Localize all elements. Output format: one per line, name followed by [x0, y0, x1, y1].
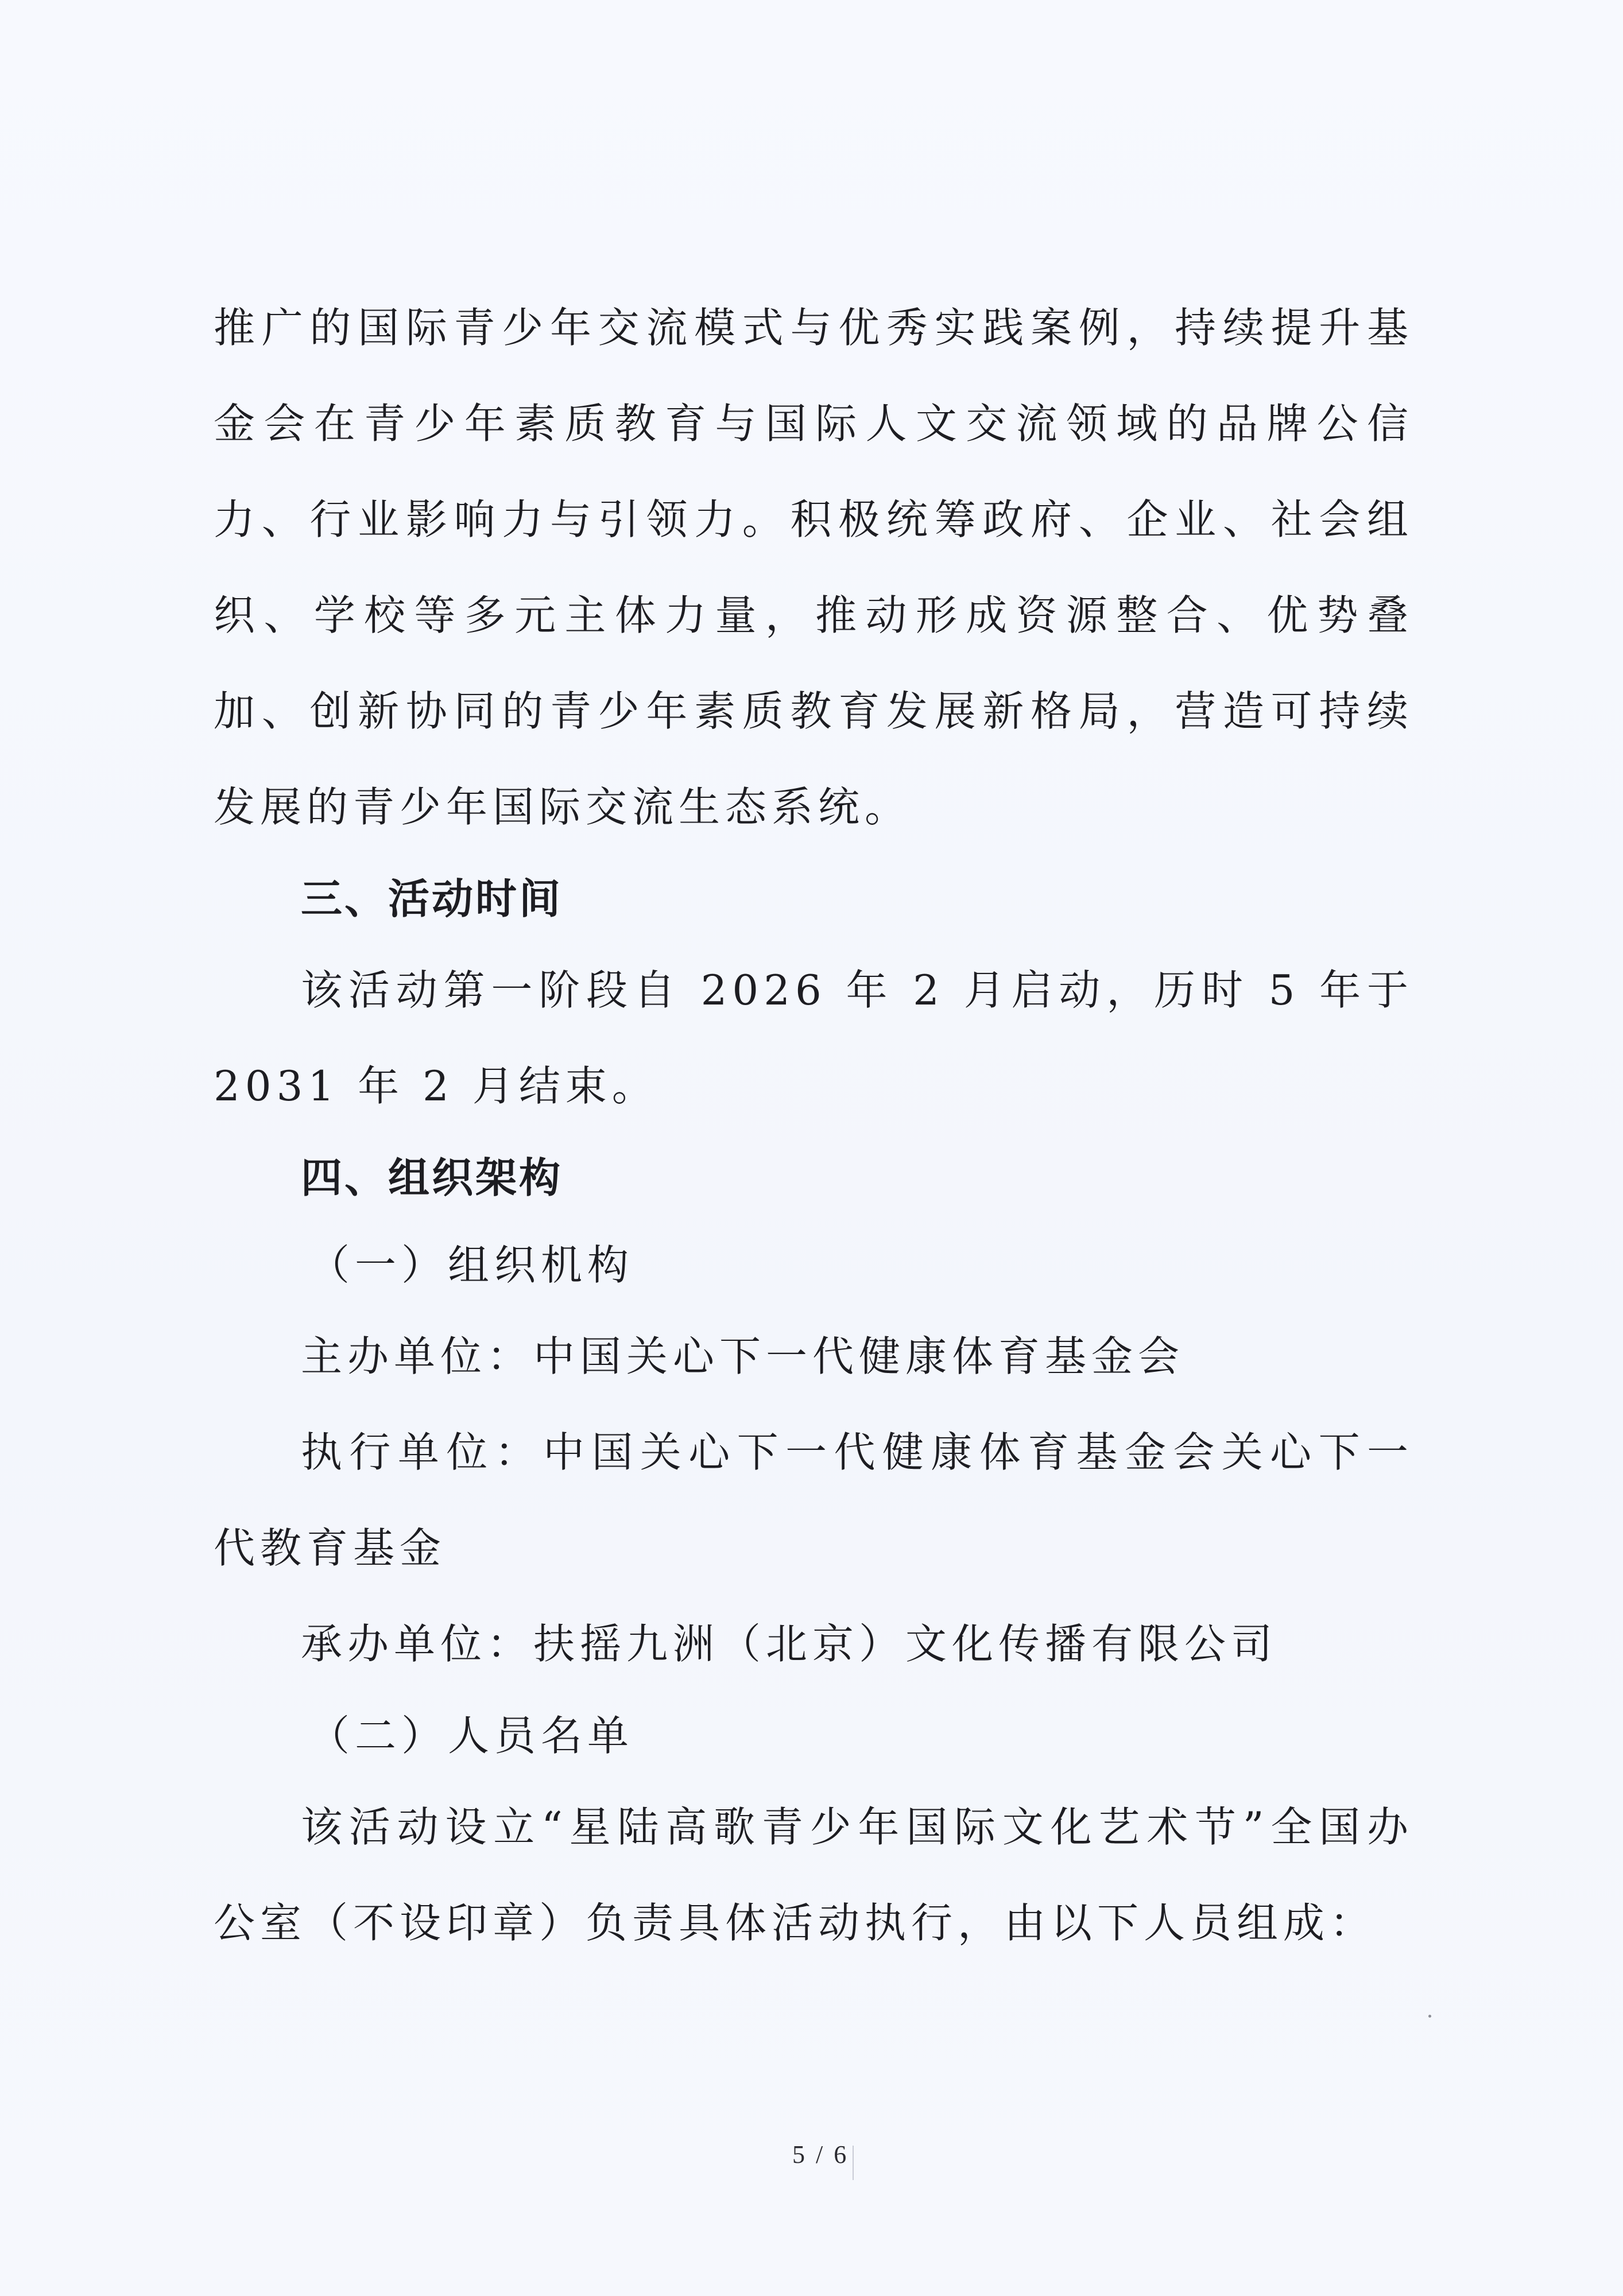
scan-speck [1428, 2015, 1431, 2018]
host-organization-line: 主办单位：中国关心下一代健康体育基金会 [301, 1332, 1185, 1380]
page-number: 5 / 6 [792, 2140, 849, 2169]
organizer-line: 承办单位：扶摇九洲（北京）文化传播有限公司 [301, 1620, 1278, 1668]
section-heading-activity-time: 三、活动时间 [301, 875, 563, 923]
document-body [214, 280, 1413, 1971]
paragraph-staff-intro: 该活动设立“星陆高歌青少年国际文化艺术节”全国办公室（不设印章）负责具体活动执行，由以下人员组成： [214, 1803, 1413, 1947]
section-heading-organization: 四、组织架构 [301, 1154, 563, 1202]
subsection-heading-staff: （二）人员名单 [308, 1712, 634, 1760]
subsection-heading-institutions: （一）组织机构 [308, 1241, 634, 1289]
page-edge-mark [853, 2146, 854, 2180]
executor-organization-line: 执行单位：中国关心下一代健康体育基金会关心下一代教育基金 [214, 1428, 1413, 1572]
paragraph-goals-continued: 推广的国际青少年交流模式与优秀实践案例，持续提升基金会在青少年素质教育与国际人文交流领域的品牌公信力、行业影响力与引领力。积极统筹政府、企业、社会组织、学校等多元主体力量，推动形成资源整合、优势叠加、创新协同的青少年素质教育发展新格局，营造可持续发展的青少年国际交流生态系统。 [214, 304, 1413, 831]
paragraph-activity-time: 该活动第一阶段自 2026 年 2 月启动，历时 5 年于 2031 年 2 月结束。 [214, 966, 1413, 1110]
